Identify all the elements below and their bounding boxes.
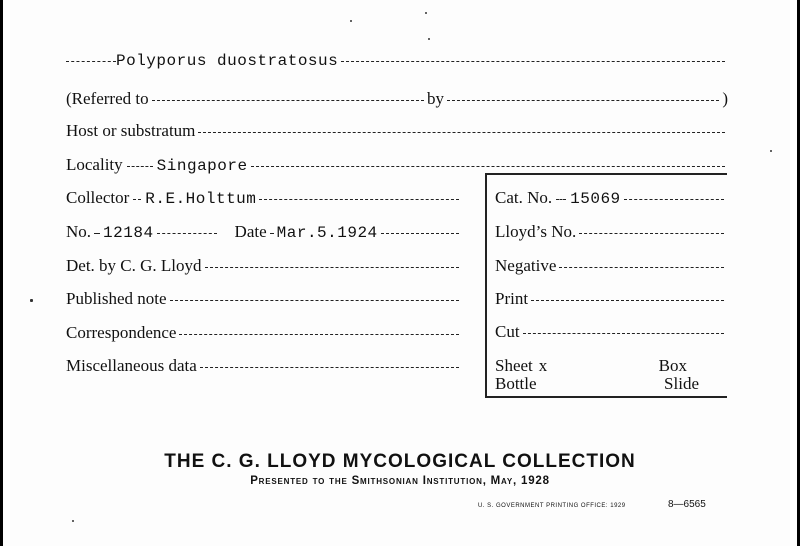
det-row — [66, 256, 462, 276]
cut-label: Cut — [495, 322, 520, 341]
cat-value: 15069 — [570, 190, 621, 208]
collector-label: Collector — [66, 188, 130, 207]
referred-by-label: by — [426, 89, 444, 108]
det-label: Det. by C. G. Lloyd — [66, 256, 202, 275]
negative-row — [495, 256, 727, 276]
locality-label: Locality — [66, 155, 123, 174]
box-left-rule — [485, 173, 487, 397]
published-row — [66, 289, 462, 309]
referred-label: (Referred to — [66, 89, 149, 108]
sheet-box-row — [495, 356, 727, 376]
box-top-rule — [485, 173, 727, 175]
no-label: No. — [66, 222, 92, 241]
slide-label: Slide — [664, 374, 699, 393]
collector-value: R.E.Holttum — [145, 190, 257, 208]
collector-row — [66, 188, 462, 208]
box-label: Box — [658, 356, 687, 375]
bottle-slide-row — [495, 374, 727, 394]
referred-row — [66, 89, 728, 109]
ink-speck — [350, 20, 352, 22]
lloyds-row — [495, 222, 727, 242]
host-row — [66, 121, 728, 141]
host-label: Host or substratum — [66, 121, 196, 140]
cat-row — [495, 188, 727, 208]
referred-close: ) — [722, 89, 729, 108]
print-label: Print — [495, 289, 529, 308]
correspondence-row — [66, 323, 462, 343]
box-bottom-rule — [485, 396, 727, 398]
ink-speck — [428, 38, 430, 40]
number-date-row — [66, 222, 462, 242]
misc-row — [66, 356, 462, 376]
print-row — [495, 289, 727, 309]
form-number: 8—6565 — [668, 499, 706, 510]
ink-speck — [770, 150, 772, 152]
bottle-label: Bottle — [495, 374, 537, 393]
cut-row — [495, 322, 727, 342]
sheet-mark: x — [538, 356, 548, 375]
species-row — [66, 52, 728, 70]
no-value: 12184 — [103, 224, 154, 242]
negative-label: Negative — [495, 256, 557, 275]
collection-title: THE C. G. LLOYD MYCOLOGICAL COLLECTION — [164, 451, 636, 472]
ink-speck — [425, 12, 427, 14]
collection-subtitle: Presented to the Smithsonian Institution, May, 1928 — [250, 475, 550, 487]
date-value: Mar.5.1924 — [276, 224, 378, 242]
ink-speck — [30, 299, 33, 302]
date-label: Date — [234, 222, 267, 241]
locality-row — [66, 155, 728, 175]
ink-speck — [72, 520, 74, 522]
locality-value: Singapore — [156, 157, 248, 175]
published-label: Published note — [66, 289, 167, 308]
cat-label: Cat. No. — [495, 188, 553, 207]
species-name: Polyporus duostratosus — [116, 52, 339, 70]
lloyds-label: Lloyd’s No. — [495, 222, 577, 241]
correspondence-label: Correspondence — [66, 323, 177, 342]
sheet-label: Sheet — [495, 356, 533, 375]
misc-label: Miscellaneous data — [66, 356, 197, 375]
printer-note: U. S. GOVERNMENT PRINTING OFFICE: 1929 — [478, 503, 626, 509]
